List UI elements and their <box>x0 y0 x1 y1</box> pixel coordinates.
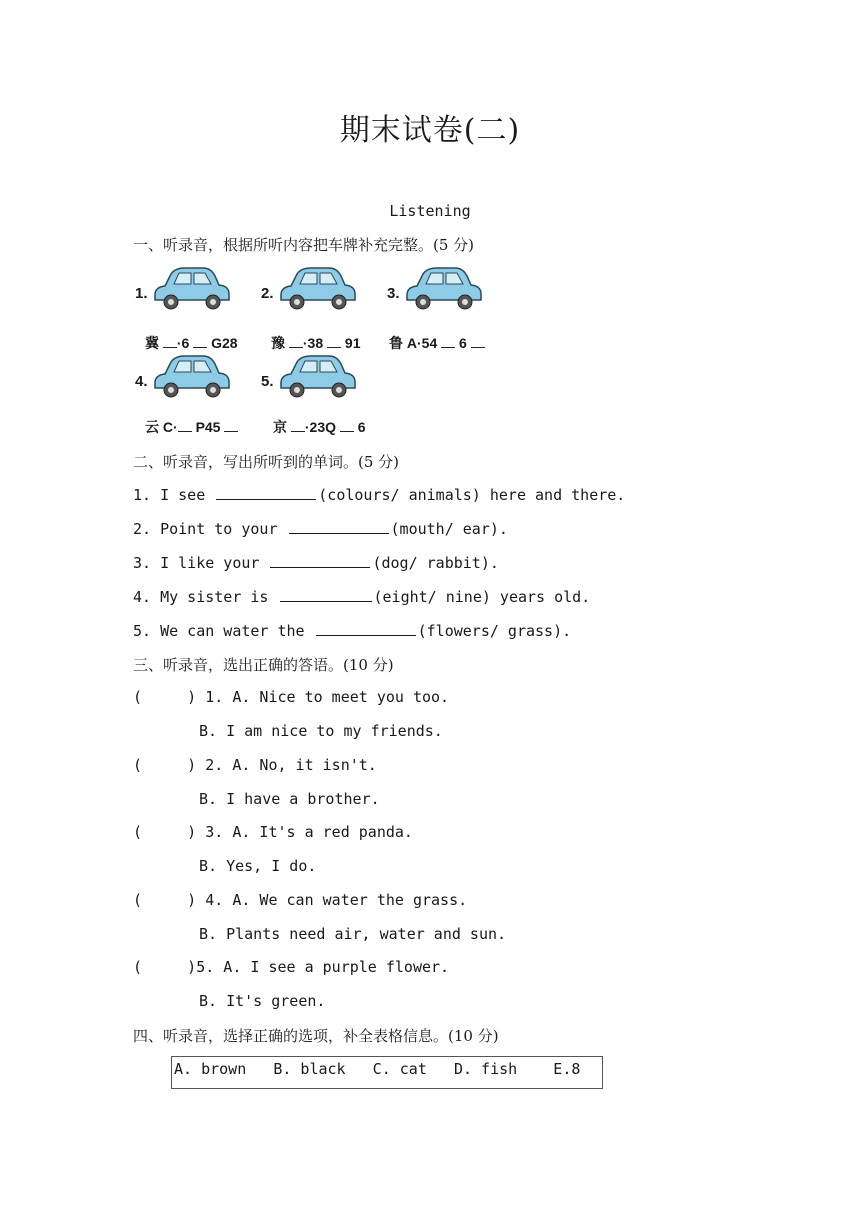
car-number: 5. <box>261 373 274 390</box>
page-subtitle: Listening <box>389 202 471 220</box>
plate-5: 京 ·23Q 6 <box>273 419 366 435</box>
fill-item-2: 2. Point to your (mouth/ ear). <box>133 520 508 538</box>
fill-item-5: 5. We can water the (flowers/ grass). <box>133 622 572 640</box>
section3-heading: 三、听录音，选出正确的答语。(10 分) <box>133 656 394 674</box>
car-icon <box>403 265 485 313</box>
question-1-a: ( ) 1. A. Nice to meet you too. <box>133 688 450 706</box>
fill-item-4: 4. My sister is (eight/ nine) years old. <box>133 588 591 606</box>
page-title: 期末试卷(二) <box>339 113 521 148</box>
answer-blank[interactable] <box>270 553 370 568</box>
car-icon <box>151 353 233 401</box>
answer-blank[interactable] <box>216 485 316 500</box>
car-icon <box>277 353 359 401</box>
question-1-b: B. I am nice to my friends. <box>199 722 443 740</box>
car-number: 2. <box>261 285 274 302</box>
plate-2: 豫 ·38 91 <box>271 335 361 351</box>
section2-heading: 二、听录音，写出所听到的单词。(5 分) <box>133 453 400 471</box>
car-2 <box>259 265 359 315</box>
car-3 <box>385 265 485 315</box>
answer-blank[interactable] <box>316 621 416 636</box>
question-4-a: ( ) 4. A. We can water the grass. <box>133 891 468 909</box>
fill-item-1: 1. I see (colours/ animals) here and there. <box>133 486 626 504</box>
car-4 <box>133 353 233 403</box>
question-2-a: ( ) 2. A. No, it isn't. <box>133 756 377 774</box>
answer-blank[interactable] <box>289 519 389 534</box>
fill-item-3: 3. I like your (dog/ rabbit). <box>133 554 499 572</box>
car-1 <box>133 265 233 315</box>
question-5-b: B. It's green. <box>199 992 326 1010</box>
question-5-a: ( )5. A. I see a purple flower. <box>133 958 450 976</box>
car-number: 1. <box>135 285 148 302</box>
car-number: 4. <box>135 373 148 390</box>
question-4-b: B. Plants need air, water and sun. <box>199 925 507 943</box>
car-icon <box>151 265 233 313</box>
section1-heading: 一、听录音，根据所听内容把车牌补充完整。(5 分) <box>133 236 475 254</box>
car-plates-figure <box>133 265 553 440</box>
question-2-b: B. I have a brother. <box>199 790 380 808</box>
section4-heading: 四、听录音，选择正确的选项，补全表格信息。(10 分) <box>133 1027 499 1045</box>
answer-blank[interactable] <box>280 587 372 602</box>
car-5 <box>259 353 359 403</box>
car-number: 3. <box>387 285 400 302</box>
car-icon <box>277 265 359 313</box>
plate-1: 冀 ·6 G28 <box>145 335 238 351</box>
options-box: A. brown B. black C. cat D. fish E.8 <box>171 1056 603 1089</box>
question-3-b: B. Yes, I do. <box>199 857 317 875</box>
plate-3: 鲁 A·54 6 <box>389 333 485 353</box>
plate-4: 云 C· P45 <box>145 417 238 437</box>
question-3-a: ( ) 3. A. It's a red panda. <box>133 823 413 841</box>
